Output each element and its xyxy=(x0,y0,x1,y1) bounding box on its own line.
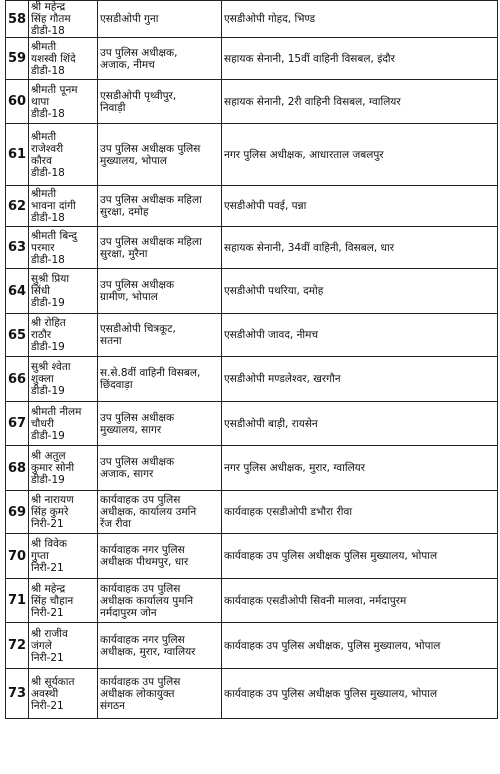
current-posting xyxy=(98,124,222,186)
officer-name-line: अवस्थी xyxy=(31,687,59,700)
current-posting-line: अधीक्षक लोकायुक्त xyxy=(100,687,175,700)
current-posting-line: निवाड़ी xyxy=(100,101,126,114)
officer-name-line: सिंह चौहान xyxy=(31,594,74,607)
current-posting-line: अजाक, सागर xyxy=(100,468,154,480)
serial-number: 61 xyxy=(6,124,29,186)
serial-number: 71 xyxy=(6,579,29,623)
serial-number: 65 xyxy=(6,314,29,357)
officer-name-line: श्रीमती xyxy=(31,130,57,143)
officer-name xyxy=(29,402,98,446)
serial-number: 63 xyxy=(6,227,29,269)
current-posting xyxy=(98,269,222,314)
officer-name-line: निरी-21 xyxy=(31,699,64,712)
new-posting xyxy=(222,491,498,534)
new-posting-line: सहायक सेनानी, 2री वाहिनी विसबल, ग्वालियर xyxy=(224,95,401,108)
table-row xyxy=(6,80,498,124)
officer-name xyxy=(29,357,98,402)
officer-name-line: श्री नारायण xyxy=(31,494,74,506)
current-posting-line: उप पुलिस अधीक्षक xyxy=(100,279,175,291)
serial-number: 70 xyxy=(6,534,29,579)
new-posting xyxy=(222,402,498,446)
new-posting xyxy=(222,124,498,186)
current-posting-line: कार्यवाहक उप पुलिस xyxy=(100,494,181,506)
new-posting-line: एसडीओपी पथरिया, दमोह xyxy=(224,285,324,297)
new-posting xyxy=(222,534,498,579)
officer-name xyxy=(29,227,98,269)
new-posting-line: कार्यवाहक उप पुलिस अधीक्षक, पुलिस मुख्यालय, भोपाल xyxy=(224,639,441,652)
officer-name xyxy=(29,269,98,314)
officer-name xyxy=(29,491,98,534)
officer-name-line: राजेश्वरी xyxy=(31,142,64,155)
officer-name xyxy=(29,124,98,186)
officer-name-line: डीडी-18 xyxy=(31,166,65,179)
officer-name-line: सुश्री प्रिया xyxy=(31,273,70,285)
table-row xyxy=(6,227,498,269)
officer-name-line: भावना दांगी xyxy=(31,200,76,212)
serial-number: 68 xyxy=(6,446,29,491)
current-posting-line: अधीक्षक कार्यालय पुमनि xyxy=(100,594,194,607)
current-posting-line: एसडीओपी गुना xyxy=(100,13,159,25)
new-posting-line: सहायक सेनानी, 15वीं वाहिनी विसबल, इंदौर xyxy=(224,52,395,65)
table-row xyxy=(6,1,498,38)
officer-name-line: डीडी-18 xyxy=(31,253,65,266)
table-row xyxy=(6,579,498,623)
officer-name-line: कुमार सोनी xyxy=(31,462,75,474)
new-posting xyxy=(222,579,498,623)
new-posting xyxy=(222,314,498,357)
officer-name-line: डीडी-18 xyxy=(31,212,65,224)
current-posting-line: उप पुलिस अधीक्षक xyxy=(100,456,175,468)
table-row xyxy=(6,357,498,402)
officer-name-line: सिंधी xyxy=(31,285,50,297)
current-posting-line: मुख्यालय, भोपाल xyxy=(100,154,168,167)
current-posting-line: उप पुलिस अधीक्षक, xyxy=(100,46,178,59)
current-posting xyxy=(98,1,222,38)
new-posting-line: एसडीओपी बाड़ी, रायसेन xyxy=(224,417,318,430)
current-posting-line: एसडीओपी चित्रकूट, xyxy=(100,323,176,335)
officer-name-line: सिंह गौतम xyxy=(31,13,71,25)
current-posting-line: सुरक्षा, मुरैना xyxy=(100,247,148,260)
officer-name-line: डीडी-19 xyxy=(31,297,65,309)
new-posting xyxy=(222,186,498,227)
officer-name-line: श्री महेन्द्र xyxy=(31,1,66,13)
current-posting xyxy=(98,186,222,227)
serial-number: 62 xyxy=(6,186,29,227)
officer-name-line: जंगले xyxy=(31,639,52,652)
officer-name xyxy=(29,38,98,80)
new-posting-line: नगर पुलिस अधीक्षक, मुरार, ग्वालियर xyxy=(224,462,366,474)
serial-number: 64 xyxy=(6,269,29,314)
serial-number: 60 xyxy=(6,80,29,124)
current-posting-line: एसडीओपी पृथ्वीपुर, xyxy=(100,89,177,102)
current-posting-line: संगठन xyxy=(100,699,125,712)
officer-name-line: शुक्ला xyxy=(31,373,54,385)
table-row xyxy=(6,446,498,491)
current-posting-line: कार्यवाहक उप पुलिस xyxy=(100,582,181,595)
current-posting-line: कार्यवाहक नगर पुलिस xyxy=(100,633,185,646)
current-posting-line: छिंदवाड़ा xyxy=(100,379,133,391)
serial-number: 67 xyxy=(6,402,29,446)
table-row xyxy=(6,38,498,80)
officer-name-line: गुप्ता xyxy=(31,550,49,562)
current-posting-line: अधीक्षक, मुरार, ग्वालियर xyxy=(100,645,196,658)
current-posting-line: स.से.8वीं वाहिनी विसबल, xyxy=(100,367,201,379)
current-posting xyxy=(98,623,222,669)
transfer-table-body xyxy=(6,1,498,719)
current-posting xyxy=(98,579,222,623)
table-row xyxy=(6,491,498,534)
officer-name-line: निरी-21 xyxy=(31,606,64,619)
current-posting xyxy=(98,314,222,357)
serial-number: 59 xyxy=(6,38,29,80)
current-posting-line: रेंज रीवा xyxy=(100,518,131,530)
officer-name-line: डीडी-18 xyxy=(31,25,65,37)
officer-name-line: श्रीमती नीलम xyxy=(31,405,82,418)
new-posting xyxy=(222,1,498,38)
current-posting-line: सतना xyxy=(100,335,122,347)
new-posting-line: कार्यवाहक उप पुलिस अधीक्षक पुलिस मुख्यालय, भोपाल xyxy=(224,687,438,700)
current-posting xyxy=(98,446,222,491)
current-posting xyxy=(98,669,222,719)
officer-name xyxy=(29,669,98,719)
officer-name-line: श्रीमती पूनम xyxy=(31,83,78,96)
officer-name-line: श्री अतुल xyxy=(31,450,66,462)
officer-name-line: परमार xyxy=(31,241,55,254)
serial-number: 58 xyxy=(6,1,29,38)
officer-name-line: निरी-21 xyxy=(31,518,64,530)
officer-name-line: श्रीमती बिन्दु xyxy=(31,229,78,242)
officer-name-line: श्री महेन्द्र xyxy=(31,582,66,595)
table-row xyxy=(6,186,498,227)
transfer-table xyxy=(5,0,498,719)
current-posting-line: कार्यवाहक नगर पुलिस xyxy=(100,544,185,556)
officer-name xyxy=(29,186,98,227)
table-row xyxy=(6,124,498,186)
current-posting-line: अधीक्षक, कार्यालय उमनि xyxy=(100,506,197,518)
officer-name-line: श्री रोहित xyxy=(31,317,66,329)
officer-name-line: सुश्री श्वेता xyxy=(31,361,71,373)
officer-name xyxy=(29,314,98,357)
current-posting xyxy=(98,227,222,269)
current-posting-line: उप पुलिस अधीक्षक पुलिस xyxy=(100,142,201,155)
current-posting xyxy=(98,402,222,446)
new-posting-line: एसडीओपी गोहद, भिण्ड xyxy=(224,13,316,25)
officer-name-line: थापा xyxy=(31,95,50,108)
new-posting xyxy=(222,357,498,402)
new-posting xyxy=(222,80,498,124)
new-posting-line: सहायक सेनानी, 34वीं वाहिनी, विसबल, धार xyxy=(224,241,394,254)
current-posting-line: मुख्यालय, सागर xyxy=(100,423,162,436)
officer-name-line: डीडी-19 xyxy=(31,385,65,397)
table-row xyxy=(6,314,498,357)
officer-name-line: श्री राजीव xyxy=(31,627,68,640)
current-posting-line: उप पुलिस अधीक्षक महिला xyxy=(100,235,202,248)
current-posting-line: ग्रामीण, भोपाल xyxy=(100,291,158,303)
new-posting xyxy=(222,269,498,314)
officer-name xyxy=(29,80,98,124)
new-posting-line: कार्यवाहक एसडीओपी डभौरा रीवा xyxy=(224,506,353,518)
serial-number: 73 xyxy=(6,669,29,719)
current-posting-line: अजाक, नीमच xyxy=(100,58,155,71)
serial-number: 66 xyxy=(6,357,29,402)
table-row xyxy=(6,269,498,314)
current-posting-line: उप पुलिस अधीक्षक xyxy=(100,411,175,424)
current-posting xyxy=(98,357,222,402)
officer-name-line: डीडी-19 xyxy=(31,474,65,486)
officer-name xyxy=(29,623,98,669)
officer-name-line: डीडी-18 xyxy=(31,107,65,120)
new-posting-line: कार्यवाहक एसडीओपी सिवनी मालवा, नर्मदापुरम xyxy=(224,594,407,607)
serial-number: 69 xyxy=(6,491,29,534)
current-posting-line: सुरक्षा, दमोह xyxy=(100,206,149,218)
officer-name-line: श्रीमती xyxy=(31,40,57,53)
officer-name-line: राठौर xyxy=(31,329,52,341)
current-posting-line: नर्मदापुरम जोन xyxy=(100,606,157,619)
officer-name xyxy=(29,1,98,38)
new-posting-line: कार्यवाहक उप पुलिस अधीक्षक पुलिस मुख्यालय, भोपाल xyxy=(224,550,438,562)
current-posting-line: उप पुलिस अधीक्षक महिला xyxy=(100,194,202,206)
table-row xyxy=(6,669,498,719)
officer-name-line: डीडी-19 xyxy=(31,341,65,353)
new-posting-line: एसडीओपी पवई, पन्ना xyxy=(224,200,307,212)
transfer-list-page xyxy=(5,0,497,719)
officer-name-line: श्री विवेक xyxy=(31,538,67,550)
new-posting xyxy=(222,623,498,669)
current-posting-line: कार्यवाहक उप पुलिस xyxy=(100,675,181,688)
current-posting xyxy=(98,38,222,80)
officer-name-line: कौरव xyxy=(31,154,52,167)
officer-name-line: डीडी-18 xyxy=(31,64,65,77)
officer-name-line: श्रीमती xyxy=(31,188,57,200)
table-row xyxy=(6,534,498,579)
officer-name-line: श्री सूर्यकात xyxy=(31,675,75,688)
officer-name-line: निरी-21 xyxy=(31,562,64,574)
officer-name-line: डीडी-19 xyxy=(31,429,65,442)
current-posting xyxy=(98,80,222,124)
new-posting xyxy=(222,446,498,491)
officer-name-line: निरी-21 xyxy=(31,651,64,664)
new-posting xyxy=(222,38,498,80)
new-posting-line: एसडीओपी जावद, नीमच xyxy=(224,329,319,341)
current-posting-line: अधीक्षक पीथमपुर, धार xyxy=(100,556,189,568)
officer-name-line: चौधरी xyxy=(31,417,54,430)
officer-name-line: सिंह कुमरे xyxy=(31,506,69,518)
new-posting xyxy=(222,669,498,719)
table-row xyxy=(6,623,498,669)
officer-name xyxy=(29,446,98,491)
officer-name xyxy=(29,534,98,579)
table-row xyxy=(6,402,498,446)
current-posting xyxy=(98,534,222,579)
officer-name-line: यशस्वी शिंदे xyxy=(31,52,76,65)
new-posting-line: नगर पुलिस अधीक्षक, आधारताल जबलपुर xyxy=(224,148,384,161)
serial-number: 72 xyxy=(6,623,29,669)
officer-name xyxy=(29,579,98,623)
current-posting xyxy=(98,491,222,534)
new-posting-line: एसडीओपी मण्डलेश्वर, खरगौन xyxy=(224,373,341,385)
new-posting xyxy=(222,227,498,269)
